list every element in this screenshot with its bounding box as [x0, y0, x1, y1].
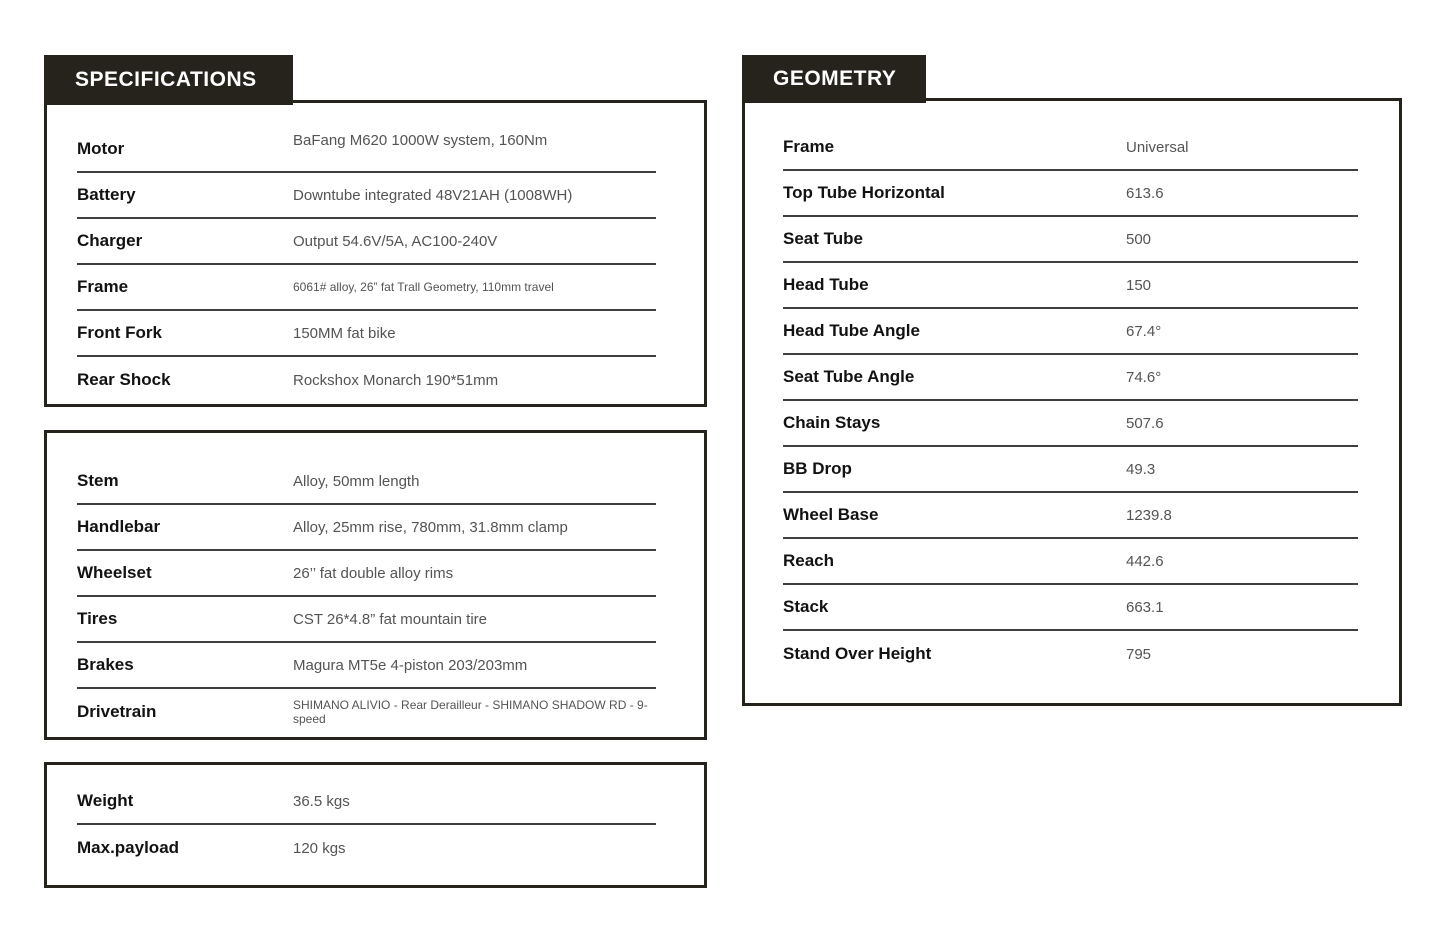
spec-row-value: 1239.8: [1126, 506, 1172, 524]
spec-row-value: 36.5 kgs: [293, 792, 350, 810]
spec-row-label: Handlebar: [77, 517, 161, 536]
spec-row-value: Output 54.6V/5A, AC100-240V: [293, 232, 498, 250]
spec-row-label: Front Fork: [77, 323, 162, 342]
spec-row: [783, 263, 1358, 309]
specifications-table-weight: [44, 762, 707, 888]
spec-row: [77, 173, 656, 219]
spec-row-label: Brakes: [77, 655, 134, 674]
spec-row: [77, 127, 656, 173]
spec-row: [77, 825, 656, 871]
spec-row: [783, 309, 1358, 355]
spec-row: [783, 447, 1358, 493]
spec-row-value: 26’’ fat double alloy rims: [293, 564, 454, 582]
spec-row: [783, 125, 1358, 171]
spec-row-value: Alloy, 25mm rise, 780mm, 31.8mm clamp: [293, 518, 568, 536]
spec-row-value: 67.4°: [1126, 322, 1162, 340]
geometry-section-title: GEOMETRY: [742, 55, 926, 103]
spec-row-label: Stack: [783, 597, 829, 616]
spec-row-value: 120 kgs: [293, 839, 346, 857]
spec-row-label: Motor: [77, 139, 125, 158]
spec-row-value: 663.1: [1126, 598, 1164, 616]
spec-row-label: Frame: [783, 137, 835, 156]
spec-row: [77, 219, 656, 265]
spec-row: [783, 217, 1358, 263]
spec-row-label: Chain Stays: [783, 413, 881, 432]
geometry-table: [742, 98, 1402, 706]
spec-row-value: Rockshox Monarch 190*51mm: [293, 371, 499, 389]
spec-row: [77, 779, 656, 825]
spec-row: [783, 493, 1358, 539]
spec-row: [77, 597, 656, 643]
spec-row-label: Reach: [783, 551, 835, 570]
spec-row: [77, 505, 656, 551]
spec-row-value: Alloy, 50mm length: [293, 472, 420, 490]
spec-row-label: Max.payload: [77, 838, 180, 857]
spec-row-value: BaFang M620 1000W system, 160Nm: [293, 131, 548, 149]
spec-row: [783, 631, 1358, 677]
spec-row-label: Head Tube: [783, 275, 869, 294]
spec-row: [783, 171, 1358, 217]
spec-row-label: Wheel Base: [783, 505, 879, 524]
spec-row: [783, 401, 1358, 447]
spec-row-value: SHIMANO ALIVIO - Rear Derailleur - SHIMANO SHADOW RD - 9-speed: [293, 698, 648, 726]
spec-row-value: 6061# alloy, 26” fat Trall Geometry, 110mm travel: [293, 280, 554, 294]
spec-row-label: Head Tube Angle: [783, 321, 920, 340]
spec-row-value: 795: [1126, 645, 1152, 663]
spec-row-value: CST 26*4.8” fat mountain tire: [293, 610, 487, 628]
spec-row-value: 500: [1126, 230, 1152, 248]
spec-row: [783, 585, 1358, 631]
spec-row-value: Magura MT5e 4-piston 203/203mm: [293, 656, 528, 674]
spec-row-value: 150MM fat bike: [293, 324, 396, 342]
spec-row-label: Weight: [77, 791, 134, 810]
spec-row-value: 150: [1126, 276, 1152, 294]
spec-row-label: Seat Tube Angle: [783, 367, 915, 386]
spec-row-value: 49.3: [1126, 460, 1156, 478]
spec-row-label: Rear Shock: [77, 370, 171, 389]
spec-row-value: 507.6: [1126, 414, 1164, 432]
spec-row: [77, 357, 656, 403]
spec-row-label: Battery: [77, 185, 136, 204]
spec-row-label: Wheelset: [77, 563, 152, 582]
spec-row-label: BB Drop: [783, 459, 852, 478]
spec-row-label: Charger: [77, 231, 143, 250]
spec-row: [77, 265, 656, 311]
spec-row: [77, 551, 656, 597]
spec-row: [783, 539, 1358, 585]
spec-row-value: 74.6°: [1126, 368, 1162, 386]
spec-row-label: Stem: [77, 471, 119, 490]
spec-row-label: Seat Tube: [783, 229, 863, 248]
spec-row-label: Top Tube Horizontal: [783, 183, 945, 202]
spec-row-label: Stand Over Height: [783, 644, 932, 663]
spec-row: [77, 459, 656, 505]
spec-row-label: Frame: [77, 277, 129, 296]
spec-row-label: Tires: [77, 609, 118, 628]
spec-row-value: 613.6: [1126, 184, 1164, 202]
spec-row-value: Downtube integrated 48V21AH (1008WH): [293, 186, 573, 204]
spec-row: [77, 643, 656, 689]
spec-row-label: Drivetrain: [77, 702, 157, 721]
spec-row: [783, 355, 1358, 401]
spec-row-value: 442.6: [1126, 552, 1164, 570]
spec-row: [77, 689, 656, 735]
specifications-section-title: SPECIFICATIONS: [44, 55, 293, 105]
specifications-table-drive: [44, 100, 707, 407]
specifications-table-components: [44, 430, 707, 740]
spec-row-value: Universal: [1126, 138, 1189, 156]
spec-row: [77, 311, 656, 357]
